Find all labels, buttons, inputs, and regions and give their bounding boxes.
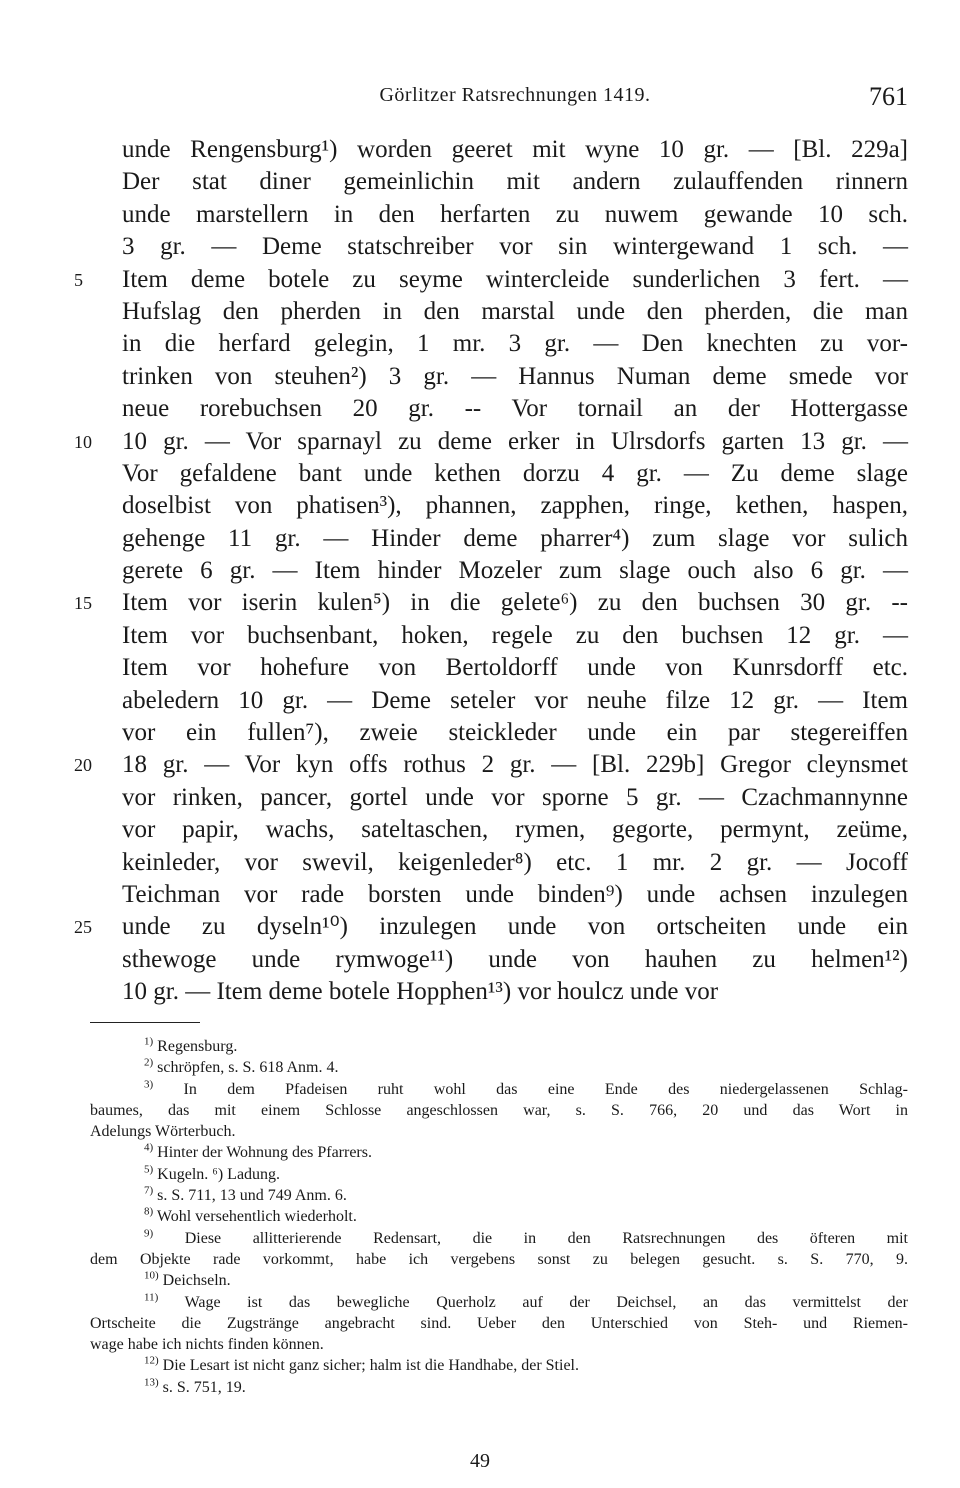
text-line xyxy=(74,911,908,943)
footnote-text: Regensburg. xyxy=(157,1038,238,1055)
footnote-text: Die Lesart ist nicht ganz sicher; halm ist die Handhabe, der Stiel. xyxy=(162,1357,579,1375)
line-text: unde marstellern in den herfarten zu nuwem gewande 10 sch. xyxy=(122,200,908,228)
footnotes xyxy=(90,1036,908,1398)
line-text: vor rinken, pancer, gortel unde vor sporne 5 gr. — Czachmannynne xyxy=(122,783,908,811)
line-text: Item deme botele zu seyme wintercleide sunderlichen 3 fert. — xyxy=(122,265,908,293)
footnote-line xyxy=(90,1292,908,1313)
footnote-marker: 4) xyxy=(144,1142,154,1155)
footnote-marker: 2) xyxy=(144,1056,154,1069)
footnote-text: Deichseln. xyxy=(162,1272,231,1290)
text-line xyxy=(122,328,908,360)
text-line xyxy=(122,717,908,749)
line-text: unde Rengensburg¹) worden geeret mit wyne 10 gr. — [Bl. 229a] xyxy=(122,136,908,163)
text-line xyxy=(122,652,908,684)
text-line xyxy=(122,620,908,652)
footnote-text: s. S. 711, 13 und 749 Anm. 6. xyxy=(157,1187,347,1205)
footnote-line xyxy=(90,1164,908,1185)
line-text: vor ein fullen⁷), zweie steickleder unde ein par stegereiffen xyxy=(122,719,908,747)
page-header xyxy=(122,84,908,114)
footnote-line xyxy=(90,1377,908,1398)
footnote-marker: 1) xyxy=(144,1035,154,1048)
footnote-line xyxy=(90,1036,908,1057)
line-text: vor papir, wachs, sateltaschen, rymen, gegorte, permynt, zeüme, xyxy=(122,816,908,844)
line-text: keinleder, vor swevil, keigenleder⁸) etc. 1 mr. 2 gr. — Jocoff xyxy=(122,848,908,876)
text-line xyxy=(122,231,908,263)
line-text: doselbist von phatisen³), phannen, zapphen, ringe, kethen, haspen, xyxy=(122,492,908,520)
footnote-text: baumes, das mit einem Schlosse angeschlossen war, s. S. 766, 20 und das Wort in xyxy=(90,1101,908,1119)
line-text: 18 gr. — Vor kyn offs rothus 2 gr. — [Bl. 229b] Gregor cleynsmet xyxy=(122,751,908,779)
text-line xyxy=(74,587,908,619)
line-text: neue rorebuchsen 20 gr. -- Vor tornail an der Hottergasse xyxy=(122,395,908,423)
text-line xyxy=(122,814,908,846)
line-text: Der stat diner gemeinlichin mit andern zulauffenden rinnern xyxy=(122,168,908,196)
text-line xyxy=(122,490,908,522)
line-text: 10 gr. — Vor sparnayl zu deme erker in Ulrsdorfs garten 13 gr. — xyxy=(122,427,908,455)
footnote-text: wage habe ich nichts finden können. xyxy=(90,1336,324,1354)
text-line xyxy=(122,944,908,976)
footnote-text: dem Objekte rade vorkommt, habe ich vergebens sonst zu belegen gesucht. s. S. 770, 9. xyxy=(90,1250,908,1268)
text-line xyxy=(122,393,908,425)
footnote-line xyxy=(90,1121,908,1142)
running-title: Görlitzer Ratsrechnungen 1419. xyxy=(379,84,651,106)
line-text: in die herfard gelegin, 1 mr. 3 gr. — Den knechten zu vor- xyxy=(122,330,908,358)
line-text: Hufslag den pherden in den marstal unde den pherden, die man xyxy=(122,297,908,325)
line-number: 10 xyxy=(74,431,92,452)
line-text: 10 gr. — Item deme botele Hopphen¹³) vor houlcz unde vor xyxy=(122,978,719,1006)
line-text: 3 gr. — Deme statschreiber vor sin wintergewand 1 sch. — xyxy=(122,233,908,261)
footnote-line xyxy=(90,1313,908,1334)
text-line xyxy=(122,523,908,555)
footnote-marker: 10) xyxy=(144,1269,159,1282)
text-line xyxy=(122,199,908,231)
text-line xyxy=(122,134,908,166)
footnote-line xyxy=(90,1100,908,1121)
text-line xyxy=(122,685,908,717)
main-text xyxy=(74,134,908,1009)
footnote-text: Diese allitterierende Redensart, die in den Ratsrechnungen des öfteren mit xyxy=(184,1229,908,1247)
line-text: sthewoge unde rymwoge¹¹) unde von hauhen zu helmen¹²) xyxy=(122,945,908,973)
footnote-text: Kugeln. ⁶) Ladung. xyxy=(157,1165,281,1183)
text-line xyxy=(74,749,908,781)
line-number: 5 xyxy=(74,269,83,290)
line-number: 25 xyxy=(74,917,92,938)
text-line xyxy=(74,264,908,296)
line-text: Item vor hohefure von Bertoldorff unde von Kunrsdorff etc. xyxy=(122,654,908,682)
footnote-line xyxy=(90,1249,908,1270)
signature-mark: 49 xyxy=(470,1450,490,1472)
footnote-marker: 11) xyxy=(144,1291,159,1304)
footnote-line xyxy=(90,1142,908,1163)
footnote-text: s. S. 751, 19. xyxy=(162,1378,246,1396)
footnote-line xyxy=(90,1057,908,1078)
line-text: abeledern 10 gr. — Deme seteler vor neuhe filze 12 gr. — Item xyxy=(122,686,908,714)
line-text: Item vor buchsenbant, hoken, regele zu den buchsen 12 gr. — xyxy=(122,621,908,649)
text-line xyxy=(122,458,908,490)
footnote-text: Hinter der Wohnung des Pfarrers. xyxy=(157,1144,372,1162)
footnote-line xyxy=(90,1355,908,1376)
footnote-separator xyxy=(90,1022,200,1023)
line-text: Vor gefaldene bant unde kethen dorzu 4 gr. — Zu deme slage xyxy=(122,459,908,487)
footnote-line xyxy=(90,1185,908,1206)
text-line xyxy=(74,426,908,458)
footnote-line xyxy=(90,1079,908,1100)
line-text: trinken von steuhen²) 3 gr. — Hannus Numan deme smede vor xyxy=(122,362,908,390)
footnote-marker: 12) xyxy=(144,1355,159,1368)
text-line xyxy=(122,361,908,393)
footnote-line xyxy=(90,1206,908,1227)
footnote-text: Adelungs Wörterbuch. xyxy=(90,1123,236,1141)
footnote-line xyxy=(90,1228,908,1249)
footnote-line xyxy=(90,1334,908,1355)
text-line xyxy=(122,296,908,328)
footnote-marker: 9) xyxy=(144,1227,154,1240)
footnote-text: Wohl versehentlich wiederholt. xyxy=(156,1208,357,1226)
footnote-marker: 3) xyxy=(144,1078,154,1091)
line-text: Item vor iserin kulen⁵) in die gelete⁶) zu den buchsen 30 gr. -- xyxy=(122,589,908,617)
line-text: gerete 6 gr. — Item hinder Mozeler zum slage ouch also 6 gr. — xyxy=(122,557,908,585)
footnote-text: Ortscheite die Zugstränge angebracht sind. Ueber den Unterschied von Steh- und Riemen- xyxy=(90,1314,908,1332)
footnote-text: In dem Pfadeisen ruht wohl das eine Ende des niedergelassenen Schlag- xyxy=(183,1080,908,1098)
footnote-text: schröpfen, s. S. 618 Anm. 4. xyxy=(157,1059,339,1077)
footnote-text: Wage ist das bewegliche Querholz auf der Deichsel, an das vermittelst der xyxy=(184,1293,908,1311)
footnote-marker: 13) xyxy=(144,1376,159,1389)
text-line xyxy=(122,555,908,587)
footnote-marker: 8) xyxy=(144,1206,154,1219)
page-number: 761 xyxy=(869,82,908,111)
text-line xyxy=(122,166,908,198)
text-line xyxy=(122,847,908,879)
text-line xyxy=(122,879,908,911)
line-text: unde zu dyseln¹⁰) inzulegen unde von ortscheiten unde ein xyxy=(122,913,908,941)
footnote-line xyxy=(90,1270,908,1291)
text-line xyxy=(122,976,908,1008)
text-line xyxy=(122,782,908,814)
line-number: 20 xyxy=(74,755,92,776)
line-text: gehenge 11 gr. — Hinder deme pharrer⁴) zum slage vor sulich xyxy=(122,524,908,552)
footnote-marker: 5) xyxy=(144,1163,154,1176)
line-number: 15 xyxy=(74,593,92,614)
line-text: Teichman vor rade borsten unde binden⁹) unde achsen inzulegen xyxy=(122,880,908,908)
footnote-marker: 7) xyxy=(144,1184,154,1197)
